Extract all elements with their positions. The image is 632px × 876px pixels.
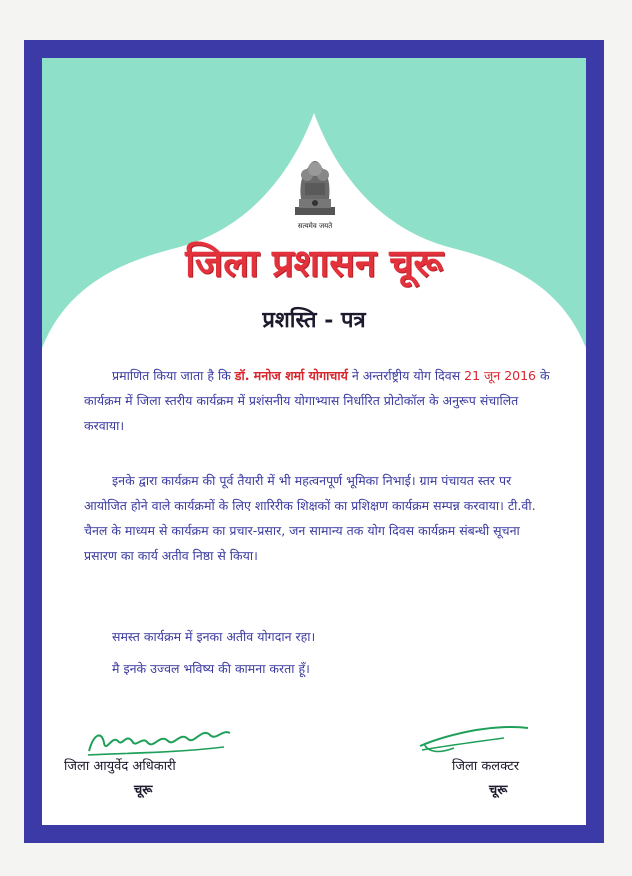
signatory-right-place: चूरू (489, 783, 508, 798)
national-emblem-icon (287, 153, 343, 223)
p3-text: समस्त कार्यक्रम में इनका अतीव योगदान रहा। (112, 629, 316, 644)
signature-right-icon (414, 720, 534, 760)
paragraph-certification (84, 363, 550, 438)
signatory-left-place: चूरू (134, 783, 153, 798)
paragraph-contribution (84, 468, 550, 568)
signatory-left-title: जिला आयुर्वेद अधिकारी (64, 759, 176, 774)
p1-prefix: प्रमाणित किया जाता है कि (112, 368, 235, 383)
signatory-right-title: जिला कलक्टर (452, 759, 520, 774)
paragraph-wishes (84, 656, 550, 681)
paragraph-overall (84, 624, 550, 649)
p4-text: मै इनके उज्वल भविष्य की कामना करता हूँ। (112, 661, 310, 676)
certificate-border (24, 40, 604, 843)
emblem-motto: सत्यमेव जयते (297, 222, 333, 230)
signature-left-icon (84, 723, 234, 759)
p1-mid1: ने अन्तर्राष्ट्रीय योग दिवस (347, 368, 465, 383)
p1-mid2: के कार्यक्रम में जिला स्तरीय कार्यक्रम में प्रशंसनीय योगाभ्यास निर्धारित प्रोटोकॉल के अनुरूप संचालित करवाया। (84, 368, 550, 433)
recipient-name: डॉ. मनोज शर्मा योगाचार्य (234, 368, 348, 383)
certificate-title: जिला प्रशासन चूरू (185, 241, 443, 285)
event-date: 21 जून 2016 (464, 368, 537, 383)
certificate-panel (42, 58, 586, 825)
certificate-subtitle: प्रशस्ति - पत्र (262, 307, 366, 333)
p2-text: इनके द्वारा कार्यक्रम की पूर्व तैयारी में भी महत्वनपूर्ण भूमिका निभाई। ग्राम पंचायत स्तर पर आयोजित होने वाले कार्यक्रमों के लिए शारिरीक शिक्षकों का प्रशिक्षण कार्यक्रम सम्पन्न करवाया। टी.वी. चैनल के माध्यम से कार्यक्रम का प्रचार-प्रसार, जन सामान्य तक योग दिवस कार्यक्रम संबन्धी सूचना प्रसारण का कार्य अतीव निष्ठा से किया। (84, 473, 536, 563)
